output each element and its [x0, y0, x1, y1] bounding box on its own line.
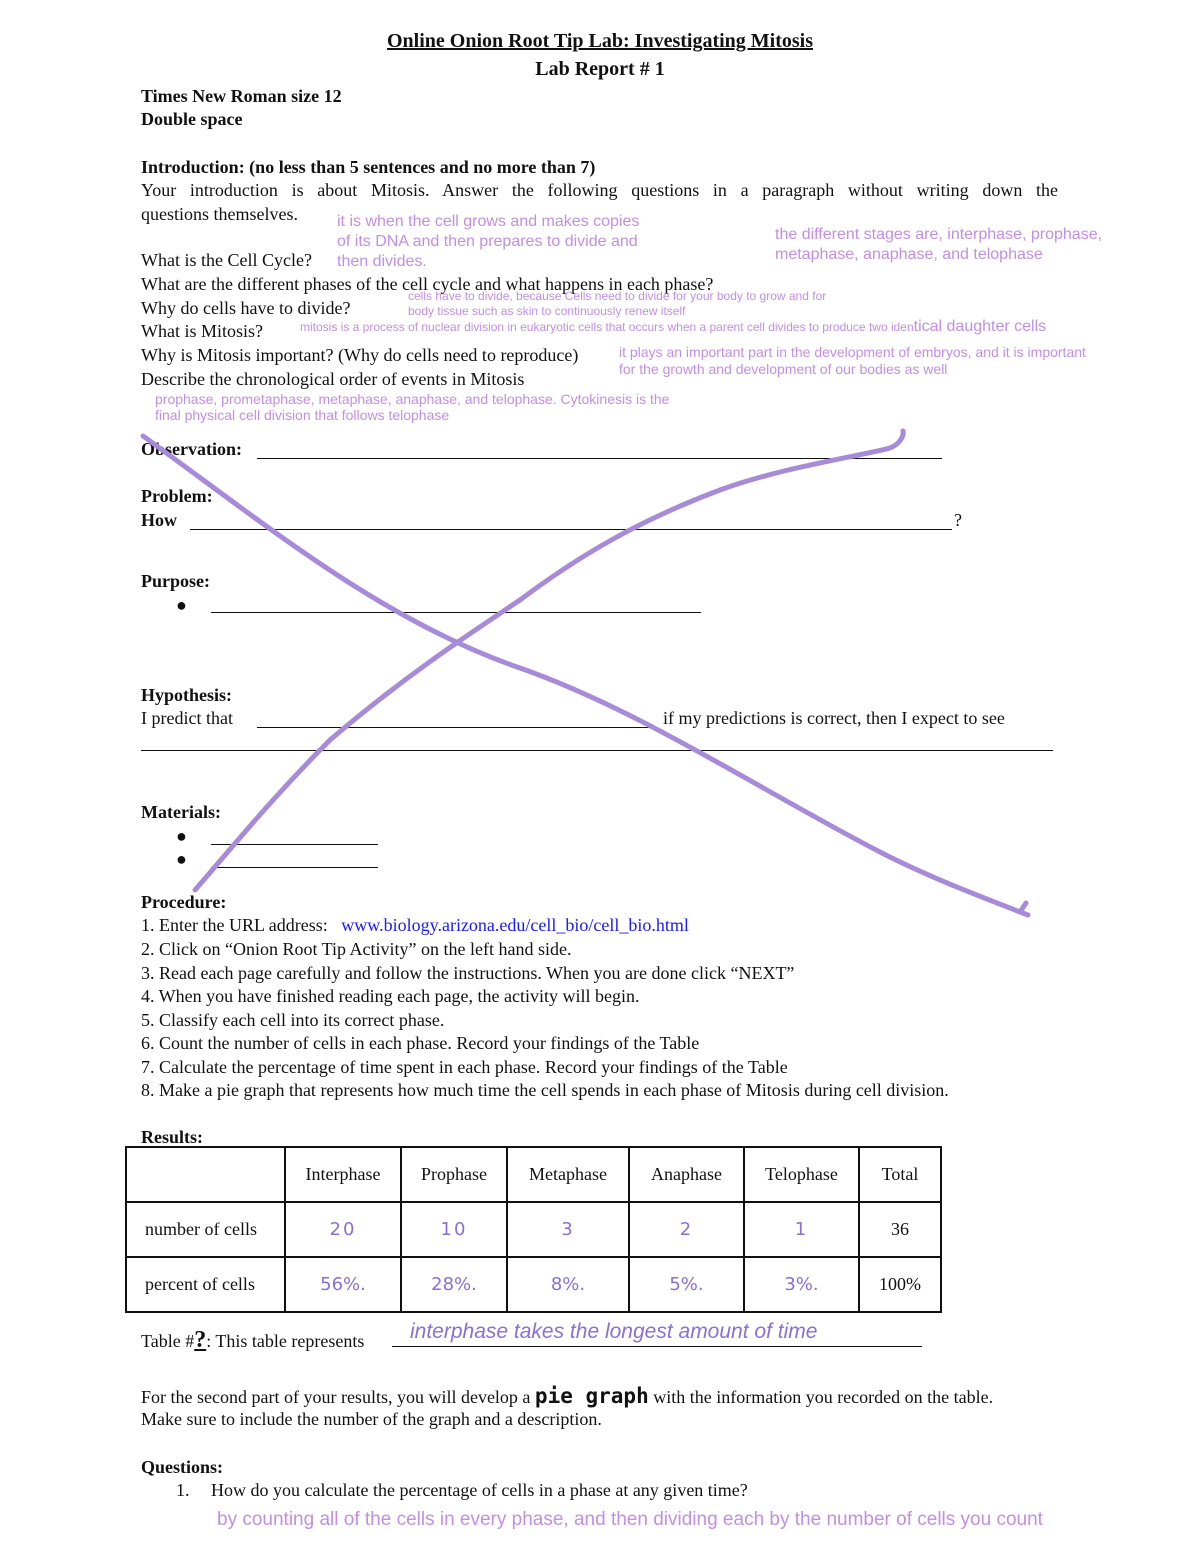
- answer-question-1: by counting all of the cells in every phase, and then dividing each by the number of cells you count: [217, 1509, 1043, 1530]
- introduction-instructions-line2: questions themselves.: [141, 204, 298, 224]
- table-header-cell: Interphase: [285, 1147, 401, 1202]
- question-mitosis-importance: Why is Mitosis important? (Why do cells need to reproduce): [141, 345, 579, 365]
- procedure-label: Procedure:: [141, 892, 227, 912]
- count-prophase[interactable]: 10: [401, 1202, 507, 1257]
- introduction-heading: Introduction: (no less than 5 sentences and no more than 7): [141, 157, 596, 177]
- percent-anaphase[interactable]: 5%.: [629, 1257, 744, 1312]
- purpose-label: Purpose:: [141, 571, 210, 591]
- procedure-step-5: 5. Classify each cell into its correct phase.: [141, 1010, 445, 1030]
- question-1-text: How do you calculate the percentage of cells in a phase at any given time?: [211, 1480, 748, 1500]
- materials-line-1[interactable]: [211, 844, 378, 845]
- percent-metaphase[interactable]: 8%.: [507, 1257, 629, 1312]
- procedure-step-1: 1. Enter the URL address: www.biology.arizona.edu/cell_bio/cell_bio.html: [141, 915, 689, 935]
- problem-label: Problem:: [141, 486, 213, 506]
- count-telophase[interactable]: 1: [744, 1202, 859, 1257]
- materials-label: Materials:: [141, 802, 221, 822]
- hypothesis-expect-text: if my predictions is correct, then I expect to see: [663, 708, 1005, 728]
- count-total: 36: [859, 1202, 941, 1257]
- answer-why-divide: cells have to divide, because Cells need to divide for your body to grow and for body tissue such as skin to continuously renew itself: [408, 289, 827, 318]
- percent-total: 100%: [859, 1257, 941, 1312]
- table-caption: Table #?: This table represents: [141, 1327, 365, 1353]
- problem-answer-line[interactable]: [190, 529, 952, 530]
- procedure-step-8: 8. Make a pie graph that represents how much time the cell spends in each phase of Mitosis during cell division.: [141, 1080, 949, 1100]
- table-caption-line[interactable]: [392, 1346, 922, 1347]
- table-row: [126, 1257, 941, 1312]
- introduction-instructions-line1: Your introduction is about Mitosis. Answer the following questions in a paragraph without writing down the: [141, 180, 1058, 200]
- procedure-step-6: 6. Count the number of cells in each phase. Record your findings of the Table: [141, 1033, 700, 1053]
- count-anaphase[interactable]: 2: [629, 1202, 744, 1257]
- table-row-label: number of cells: [126, 1202, 285, 1257]
- hypothesis-predict-text: I predict that: [141, 708, 233, 728]
- percent-interphase[interactable]: 56%.: [285, 1257, 401, 1312]
- table-header-cell: Telophase: [744, 1147, 859, 1202]
- observation-answer-line[interactable]: [257, 458, 942, 459]
- pie-graph-instruction-line1: For the second part of your results, you will develop a pie graph with the information you recorded on the table.: [141, 1384, 994, 1408]
- answer-what-is-mitosis: mitosis is a process of nuclear division in eukaryotic cells that occurs when a parent cell divides to produce two identical daughter cells: [300, 318, 1047, 335]
- document-subtitle: Lab Report # 1: [535, 58, 665, 80]
- count-metaphase[interactable]: 3: [507, 1202, 629, 1257]
- table-row-label: percent of cells: [126, 1257, 285, 1312]
- percent-prophase[interactable]: 28%.: [401, 1257, 507, 1312]
- question-why-divide: Why do cells have to divide?: [141, 298, 351, 318]
- materials-line-2[interactable]: [211, 867, 378, 868]
- question-cell-cycle: What is the Cell Cycle?: [141, 250, 312, 270]
- answer-phases: the different stages are, interphase, prophase, metaphase, anaphase, and telophase: [775, 226, 1103, 263]
- table-header-cell: Total: [859, 1147, 941, 1202]
- materials-bullet-2: ●: [176, 849, 187, 869]
- table-row: [126, 1202, 941, 1257]
- format-instruction-font: Times New Roman size 12: [141, 86, 342, 106]
- hypothesis-label: Hypothesis:: [141, 685, 233, 705]
- format-instruction-spacing: Double space: [141, 109, 243, 129]
- question-1-number: 1.: [176, 1480, 190, 1500]
- question-chronological-order: Describe the chronological order of events in Mitosis: [141, 369, 525, 389]
- table-caption-answer: interphase takes the longest amount of time: [410, 1320, 818, 1343]
- answer-mitosis-importance: it plays an important part in the development of embryos, and it is important for the growth and development of our bodies as well: [619, 344, 1086, 377]
- table-header-cell: Prophase: [401, 1147, 507, 1202]
- table-header-cell: Anaphase: [629, 1147, 744, 1202]
- questions-label: Questions:: [141, 1457, 224, 1477]
- table-header-row: [126, 1147, 941, 1202]
- table-header-cell: [126, 1147, 285, 1202]
- materials-bullet-1: ●: [176, 826, 187, 846]
- procedure-step-3: 3. Read each page carefully and follow the instructions. When you are done click “NEXT”: [141, 963, 795, 983]
- document-title: Online Onion Root Tip Lab: Investigating Mitosis: [386, 30, 813, 52]
- problem-how-label: How: [141, 510, 177, 530]
- results-table: [125, 1146, 942, 1313]
- procedure-step-4: 4. When you have finished reading each page, the activity will begin.: [141, 986, 640, 1006]
- answer-chronological-order: prophase, prometaphase, metaphase, anaphase, and telophase. Cytokinesis is the final physical cell division that follows telophase: [155, 391, 670, 423]
- pie-graph-instruction-line2: Make sure to include the number of the graph and a description.: [141, 1409, 602, 1429]
- procedure-url-link[interactable]: www.biology.arizona.edu/cell_bio/cell_bio.html: [341, 915, 689, 935]
- observation-label: Observation:: [141, 439, 242, 459]
- table-header-cell: Metaphase: [507, 1147, 629, 1202]
- purpose-answer-line[interactable]: [211, 612, 701, 613]
- hypothesis-expectation-line[interactable]: [141, 750, 1053, 751]
- question-phases: What are the different phases of the cell cycle and what happens in each phase?: [141, 274, 714, 294]
- count-interphase[interactable]: 20: [285, 1202, 401, 1257]
- question-what-is-mitosis: What is Mitosis?: [141, 321, 263, 341]
- cross-stroke-2: [195, 431, 903, 890]
- answer-cell-cycle: it is when the cell grows and makes copies of its DNA and then prepares to divide and then divides.: [337, 213, 640, 270]
- percent-telophase[interactable]: 3%.: [744, 1257, 859, 1312]
- hypothesis-prediction-line[interactable]: [257, 727, 657, 728]
- procedure-step-2: 2. Click on “Onion Root Tip Activity” on the left hand side.: [141, 939, 572, 959]
- results-label: Results:: [141, 1127, 203, 1147]
- procedure-step-7: 7. Calculate the percentage of time spent in each phase. Record your findings of the Table: [141, 1057, 788, 1077]
- purpose-bullet: ●: [176, 595, 187, 615]
- problem-question-mark: ?: [954, 510, 962, 530]
